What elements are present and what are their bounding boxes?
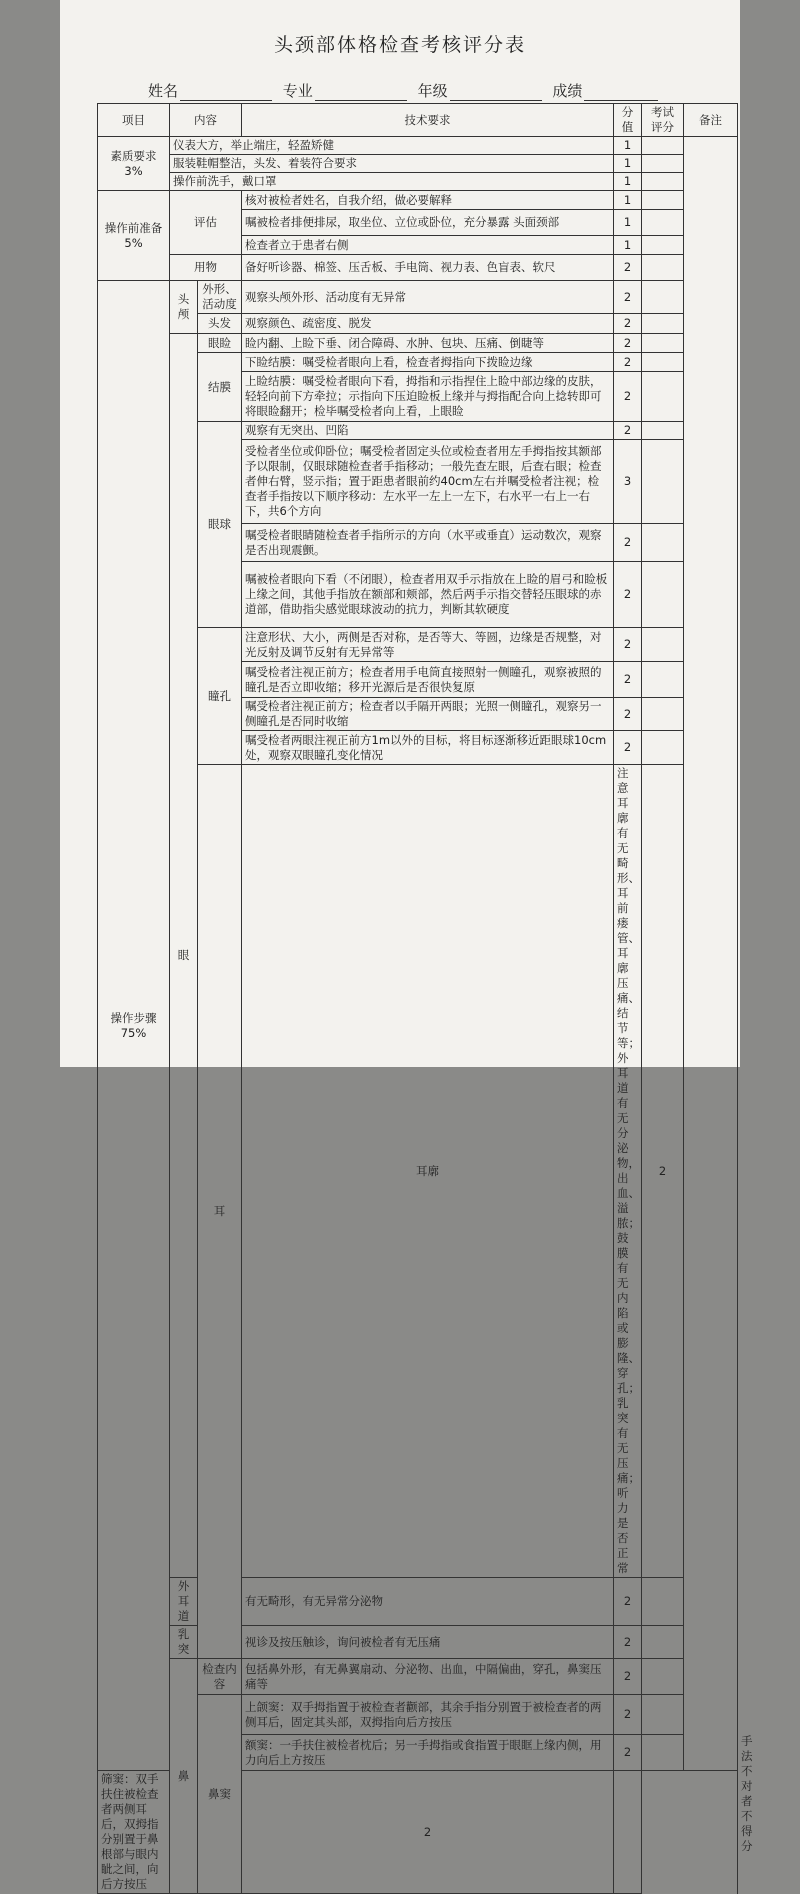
row-points: 2	[614, 314, 642, 334]
label-eyeball: 眼球	[198, 422, 242, 628]
exam-score-cell[interactable]	[614, 1771, 642, 1894]
row-points: 2	[614, 255, 642, 281]
row-text: 上睑结膜：嘱受检者眼向下看，拇指和示指捏住上睑中部边缘的皮肤，轻轻向前下方牵拉；示指向下压迫睑板上缘并与拇指配合向上捻转即可将眼睑翻开；检毕嘱受检者向上看，上眼睑	[242, 372, 614, 422]
label-eyelid: 眼睑	[198, 334, 242, 353]
grade-blank[interactable]	[450, 86, 542, 101]
row-text: 筛窦：双手扶住被检查者两侧耳后，双拇指分别置于鼻根部与眼内眦之间，向后方按压	[98, 1771, 170, 1894]
label-nose-check: 检查内容	[198, 1659, 242, 1695]
row-points: 1	[614, 137, 642, 155]
row-points: 2	[614, 1695, 642, 1735]
label-eval: 评估	[170, 191, 242, 255]
row-points: 2	[614, 698, 642, 731]
table-row	[98, 281, 738, 314]
table-row	[98, 173, 738, 191]
score-table	[97, 103, 753, 1894]
header-content: 内容	[170, 104, 242, 137]
row-text: 额窦：一手扶住被检者枕后；另一手拇指或食指置于眼眶上缘内侧，用力向后上方按压	[242, 1735, 614, 1771]
table-row	[98, 334, 738, 353]
name-label: 姓名	[148, 82, 179, 100]
exam-score-cell[interactable]	[642, 1578, 684, 1626]
row-text: 嘱受检者两眼注视正前方1m以外的目标，将目标逐渐移近距眼球10cm处，观察双眼瞳孔变化情况	[242, 731, 614, 765]
row-points: 2	[614, 562, 642, 628]
exam-score-cell[interactable]	[642, 191, 684, 210]
row-points: 1	[614, 210, 642, 236]
header-points: 分值	[614, 104, 642, 137]
row-text: 上颌窦：双手拇指置于被检查者颧部，其余手指分别置于被检查者的两侧耳后，固定其头部，双拇指向后方按压	[242, 1695, 614, 1735]
table-row	[98, 255, 738, 281]
header-exam-score	[642, 104, 684, 137]
section-quality: 素质要求 3%	[98, 137, 170, 191]
row-text: 视诊及按压触诊，询问被检者有无压痛	[242, 1626, 614, 1659]
header-exam-score-1: 考试	[651, 105, 674, 119]
info-line	[148, 80, 708, 101]
exam-score-cell[interactable]	[642, 662, 684, 698]
row-points: 2	[614, 353, 642, 372]
row-text: 注意耳廓有无畸形、耳前瘘管、耳廓压痛、结节等；外耳道有无分泌物，出血、溢脓；鼓膜有无内陷或膨隆、穿孔；乳突有无压痛；听力是否正常	[614, 765, 642, 1578]
row-text: 下睑结膜：嘱受检者眼向上看，检查者拇指向下拨睑边缘	[242, 353, 614, 372]
exam-score-cell[interactable]	[642, 1626, 684, 1659]
row-points: 2	[614, 731, 642, 765]
row-points: 1	[614, 191, 642, 210]
row-text: 嘱被检者排便排尿，取坐位、立位或卧位，充分暴露 头面颈部	[242, 210, 614, 236]
row-points: 2	[614, 1626, 642, 1659]
section-prep: 操作前准备 5%	[98, 191, 170, 281]
table-row: 鼻窦 上颌窦：双手拇指置于被检查者颧部，其余手指分别置于被检查者的两侧耳后，固定其头部，双拇指向后方按压 2 手法不对者不得分	[98, 1695, 738, 1735]
row-text: 仪表大方，举止端庄，轻盈矫健	[170, 137, 614, 155]
row-points: 2	[242, 1771, 614, 1894]
exam-score-cell[interactable]	[642, 314, 684, 334]
table-row	[98, 1578, 738, 1626]
row-text: 睑内翻、上睑下垂、闭合障碍、水肿、包块、压痛、倒睫等	[242, 334, 614, 353]
exam-score-cell[interactable]	[642, 255, 684, 281]
label-mastoid: 乳突	[170, 1626, 198, 1659]
exam-score-cell[interactable]	[642, 524, 684, 562]
remark-cell	[684, 137, 738, 1771]
label-conj: 结膜	[198, 353, 242, 422]
row-points: 2	[614, 1659, 642, 1695]
row-text: 观察颜色、疏密度、脱发	[242, 314, 614, 334]
row-points: 1	[614, 236, 642, 255]
row-text: 受检者坐位或仰卧位；嘱受检者固定头位或检查者用左手拇指按其额部予以限制，仅眼球随检查者手指移动；一般先查左眼，后查右眼；检查者伸右臂，竖示指；置于距患者眼前约40cm左右并嘱受检者注视；检查者手指按以下顺序移动：左水平一左上一左下，右水平一右上一右下，共6个方向	[242, 440, 614, 524]
row-text: 检查者立于患者右侧	[242, 236, 614, 255]
row-text: 观察头颅外形、活动度有无异常	[242, 281, 614, 314]
header-item: 项目	[98, 104, 170, 137]
row-text: 观察有无突出、凹陷	[242, 422, 614, 440]
exam-score-cell[interactable]	[642, 1735, 684, 1771]
name-blank[interactable]	[180, 86, 272, 101]
table-header-row	[98, 104, 738, 137]
row-points: 1	[614, 155, 642, 173]
row-points: 2	[614, 628, 642, 662]
exam-score-cell[interactable]	[642, 698, 684, 731]
row-text: 操作前洗手，戴口罩	[170, 173, 614, 191]
major-label: 专业	[282, 82, 313, 100]
label-eye: 眼	[170, 334, 198, 1578]
row-points: 2	[614, 372, 642, 422]
row-points: 2	[614, 1735, 642, 1771]
header-exam-score-2: 评分	[651, 120, 674, 134]
exam-score-cell[interactable]	[642, 440, 684, 524]
section-steps: 操作步骤 75%	[98, 281, 170, 1771]
row-points: 2	[614, 422, 642, 440]
page-title: 头颈部体格检查考核评分表	[273, 34, 526, 56]
exam-score-cell[interactable]	[642, 1695, 684, 1735]
score-blank[interactable]	[584, 86, 658, 101]
row-text: 嘱受检者眼睛随检查者手指所示的方向（水平或垂直）运动数次，观察是否出现震颤。	[242, 524, 614, 562]
label-auricle: 耳廓	[242, 765, 614, 1578]
row-points: 2	[614, 662, 642, 698]
row-points: 2	[614, 524, 642, 562]
label-supplies: 用物	[170, 255, 242, 281]
label-hair: 头发	[198, 314, 242, 334]
row-points: 1	[614, 173, 642, 191]
label-pupil: 瞳孔	[198, 628, 242, 765]
exam-score-cell[interactable]	[642, 422, 684, 440]
row-points: 2	[614, 281, 642, 314]
exam-score-cell[interactable]	[642, 372, 684, 422]
row-points: 2	[642, 765, 684, 1578]
row-text: 嘱受检者注视正前方；检查者用手电筒直接照射一侧瞳孔，观察被照的瞳孔是否立即收缩；移开光源后是否很快复原	[242, 662, 614, 698]
row-points: 3	[614, 440, 642, 524]
row-text: 嘱受检者注视正前方；检查者以手隔开两眼；光照一侧瞳孔，观察另一侧瞳孔是否同时收缩	[242, 698, 614, 731]
exam-score-cell[interactable]	[642, 731, 684, 765]
score-label: 成绩	[552, 82, 583, 100]
label-nose: 鼻	[170, 1659, 198, 1894]
table-row	[98, 1659, 738, 1695]
table-row	[98, 191, 738, 210]
exam-score-cell[interactable]	[642, 353, 684, 372]
row-text: 注意形状、大小，两侧是否对称，是否等大、等圆，边缘是否规整，对光反射及调节反射有无异常等	[242, 628, 614, 662]
row-text: 有无畸形，有无异常分泌物	[242, 1578, 614, 1626]
table-row	[98, 155, 738, 173]
table-row	[98, 1626, 738, 1659]
row-points: 2	[614, 1578, 642, 1626]
exam-score-cell[interactable]	[642, 210, 684, 236]
row-text: 包括鼻外形，有无鼻翼扇动、分泌物、出血，中隔偏曲，穿孔，鼻窦压痛等	[242, 1659, 614, 1695]
row-text: 服装鞋帽整洁，头发、着装符合要求	[170, 155, 614, 173]
row-text: 嘱被检者眼向下看（不闭眼），检查者用双手示指放在上睑的眉弓和睑板上缘之间，其他手指放在额部和颊部，然后两手示指交替轻压眼球的赤道部，借助指尖感觉眼球波动的抗力，判断其软硬度	[242, 562, 614, 628]
exam-score-cell[interactable]	[642, 1659, 684, 1695]
label-sinus: 鼻窦	[198, 1695, 242, 1894]
exam-score-cell[interactable]	[642, 281, 684, 314]
label-head: 头颅	[170, 281, 198, 334]
row-text: 备好听诊器、棉签、压舌板、手电筒、视力表、色盲表、软尺	[242, 255, 614, 281]
exam-score-cell[interactable]	[642, 236, 684, 255]
exam-score-cell[interactable]	[642, 137, 684, 155]
exam-score-cell[interactable]	[642, 628, 684, 662]
major-blank[interactable]	[315, 86, 407, 101]
exam-score-cell[interactable]	[642, 155, 684, 173]
row-points: 2	[614, 334, 642, 353]
exam-score-cell[interactable]	[642, 562, 684, 628]
header-remark: 备注	[684, 104, 738, 137]
exam-score-cell[interactable]	[642, 173, 684, 191]
header-tech: 技术要求	[242, 104, 614, 137]
label-ear: 耳	[198, 765, 242, 1659]
row-text: 核对被检者姓名，自我介绍，做必要解释	[242, 191, 614, 210]
exam-score-cell[interactable]	[642, 334, 684, 353]
label-shape: 外形、活动度	[198, 281, 242, 314]
grade-label: 年级	[417, 82, 448, 100]
table-row	[98, 137, 738, 155]
label-ext-canal: 外耳道	[170, 1578, 198, 1626]
